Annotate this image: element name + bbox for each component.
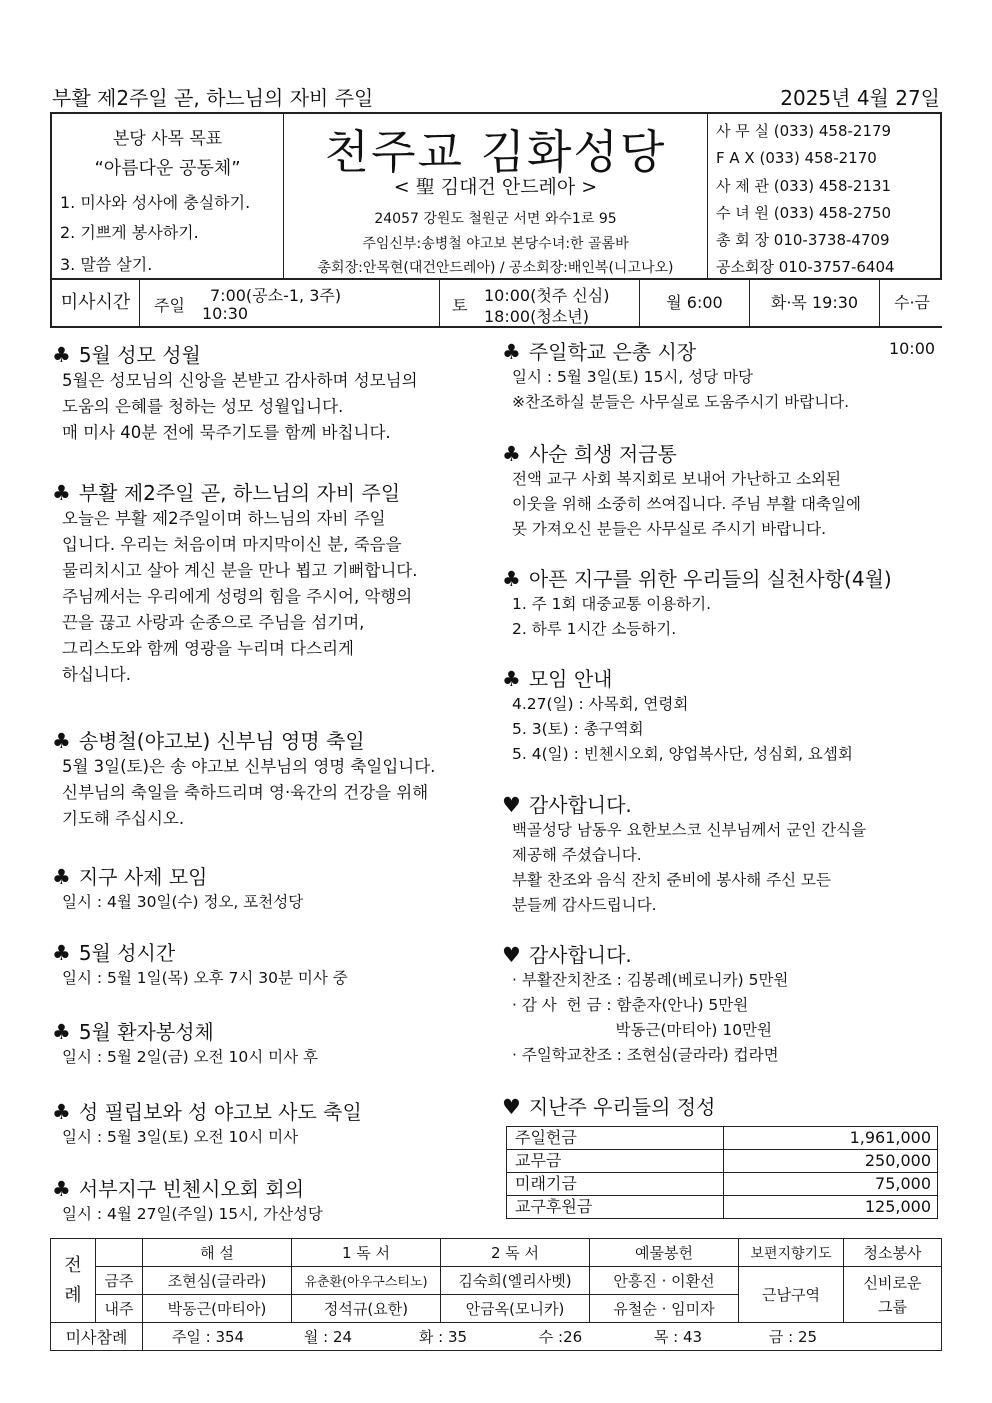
goal-title: 본당 사목 목표 [112,129,223,149]
contact-fax: F A X (033) 458-2170 [716,149,877,168]
club-icon: ♣ [52,1177,71,1201]
section-offerings [502,1094,942,1120]
duty-header: 2 독 서 [441,1239,590,1267]
mass-tue-thu: 화·목 19:30 [750,280,880,326]
duty-header: 보편지향기도 [739,1239,844,1267]
mass-label: 미사시간 [52,280,140,326]
duty-cell: 김숙희(엘리사벳) [441,1267,590,1295]
section-thanks-1 [502,792,942,918]
section-title: 서부지구 빈첸시오회 회의 [78,1177,305,1201]
liturgy-duty-table [50,1238,942,1351]
mass-sunday-time2: 10:30 [202,304,249,323]
club-icon: ♣ [52,481,71,505]
church-address: 24057 강원도 철원군 서면 와수1로 95 [374,211,617,227]
offering-value: 75,000 [724,1173,938,1196]
section-line: 그리스도와 함께 영광을 누리며 다스리게 [62,639,354,658]
church-patron: < 聖 김대건 안드레아 > [393,176,598,198]
duty-row-label: 금주 [96,1267,143,1295]
attendance-item: 금 : 25 [768,1328,818,1346]
offerings-table [506,1126,938,1219]
section-title: 감사합니다. [528,943,632,967]
section-line: 백골성당 남동우 요한보스코 신부님께서 군인 간식을 [512,821,867,839]
header-left-title: 부활 제2주일 곧, 하느님의 자비 주일 [52,86,374,110]
table-row [507,1150,938,1173]
section-sick-communion [52,1019,492,1070]
section-apostles-feast [52,1099,492,1150]
church-priest: 주임신부:송병철 야고보 본당수녀:한 골롬바 [362,236,629,252]
table-row [51,1323,942,1351]
section-title: 지구 사제 모임 [78,865,208,889]
section-line: 신부님의 축일을 축하드리며 영·육간의 건강을 위해 [62,783,429,802]
duty-prayer: 근남구역 [739,1267,844,1323]
duty-row-label: 내주 [96,1295,143,1323]
section-title: 5월 성모 성월 [78,343,201,367]
section-title: 5월 환자봉성체 [78,1020,214,1044]
club-icon: ♣ [52,941,71,965]
section-earth-practice [502,566,942,642]
attendance-item: 화 : 35 [418,1328,468,1346]
section-line: 2. 하루 1시간 소등하기. [512,620,677,638]
section-title: 성 필립보와 성 야고보 사도 축일 [78,1100,362,1124]
section-line: 매 미사 40분 전에 묵주기도를 함께 바칩니다. [62,423,391,442]
section-line: 일시 : 5월 3일(토) 오전 10시 미사 [62,1128,299,1146]
church-leaders: 총회장:안목현(대건안드레아) / 공소회장:배인복(니고나오) [317,260,674,276]
contact-convent: 수 녀 원 (033) 458-2750 [716,203,892,222]
mass-monday: 월 6:00 [640,280,750,326]
section-title: 모임 안내 [528,667,613,691]
section-line: 일시 : 5월 1일(목) 오후 7시 30분 미사 중 [62,969,348,987]
section-line: 박동근(마티아) 10만원 [512,1021,772,1039]
duty-cell: 정석규(요한) [292,1295,441,1323]
section-line: 4.27(일) : 사목회, 연령회 [512,695,689,713]
duty-cell: 박동근(마티아) [143,1295,292,1323]
duty-side-label [51,1239,96,1323]
duty-header: 예물봉헌 [590,1239,739,1267]
section-may-mary [52,342,492,446]
section-feast-day [52,728,492,832]
mass-sunday-label: 주일 [154,296,185,315]
section-line: 제공해 주셨습니다. [512,846,642,864]
section-divine-mercy [52,480,492,688]
offering-label: 교구후원금 [507,1196,724,1219]
section-line: 분들께 감사드립니다. [512,896,657,914]
section-line: 5. 4(일) : 빈첸시오회, 양업복사단, 성심회, 요셉회 [512,745,853,763]
duty-cleaning: 신비로운 그룹 [844,1267,942,1323]
club-icon: ♣ [502,340,521,364]
duty-header: 해 설 [143,1239,292,1267]
mass-saturday [440,280,640,326]
club-icon: ♣ [52,1020,71,1044]
offering-value: 125,000 [724,1196,938,1219]
duty-cell: 유철순 · 임미자 [590,1295,739,1323]
mass-sat-time2: 18:00(청소년) [484,307,589,326]
section-line: 기도해 주십시오. [62,809,185,828]
section-line: 입니다. 우리는 처음이며 마지막이신 분, 죽음을 [62,535,402,554]
table-row [51,1239,942,1267]
contact-rectory: 사 제 관 (033) 458-2131 [716,176,892,195]
section-line: 끈을 끊고 사랑과 순종으로 주님을 섬기며, [62,613,365,632]
section-line: 부활 찬조와 음식 잔치 준비에 봉사해 주신 모든 [512,871,831,889]
section-title: 5월 성시간 [78,941,176,965]
section-line: 주님께서는 우리에게 성령의 힘을 주시어, 악행의 [62,587,413,606]
mass-wed-fri: 수·금 10:00 [888,293,936,358]
header-box [50,112,942,280]
section-title: 부활 제2주일 곧, 하느님의 자비 주일 [78,481,401,505]
section-line: 못 가져오신 분들은 사무실로 주시기 바랍니다. [512,520,827,538]
goal-item: 1. 미사와 성사에 충실하기. [60,193,251,212]
section-title: 지난주 우리들의 정성 [528,1095,716,1119]
club-icon: ♣ [502,567,521,591]
section-meetings [502,666,942,767]
contact-mission-president: 공소회장 010-3757-6404 [716,258,895,277]
section-line: 일시 : 5월 2일(금) 오전 10시 미사 후 [62,1048,318,1066]
goal-item: 3. 말씀 살기. [60,255,153,274]
club-icon: ♣ [502,667,521,691]
club-icon: ♣ [52,343,71,367]
section-line: 5. 3(토) : 총구역회 [512,720,644,738]
section-grace-market [502,339,942,415]
attendance-item: 수 :26 [538,1328,583,1346]
section-line: 일시 : 4월 27일(주일) 15시, 가산성당 [62,1205,323,1223]
section-thanks-2 [502,942,942,1068]
mass-sat-time1: 10:00(첫주 신심) [484,286,610,305]
club-icon: ♣ [52,1100,71,1124]
section-title: 사순 희생 저금통 [528,442,677,466]
pastoral-goal [52,114,284,278]
attendance-item: 주일 : 354 [171,1328,245,1346]
church-title: 천주교 김화성당 [324,125,667,179]
section-vincent-meeting [52,1176,492,1227]
section-line: 1. 주 1회 대중교통 이용하기. [512,595,712,613]
goal-slogan: “아름다운 공동체” [94,158,241,179]
duty-corner [96,1239,143,1267]
mass-sunday-time1: 7:00(공소-1, 3주) [210,286,342,305]
offering-label: 주일헌금 [507,1127,724,1150]
section-line: · 주일학교찬조 : 조현심(글라라) 컵라면 [512,1046,779,1064]
duty-cell: 조현심(글라라) [143,1267,292,1295]
duty-cell: 유춘환(아우구스티노) [292,1267,441,1295]
section-line: 5월 3일(토)은 송 야고보 신부님의 영명 축일입니다. [62,757,436,776]
section-line: 일시 : 4월 30일(수) 정오, 포천성당 [62,893,304,911]
section-line: 일시 : 5월 3일(토) 15시, 성당 마당 [512,368,753,386]
section-line: ※찬조하실 분들은 사무실로 도움주시기 바랍니다. [512,393,850,411]
attendance-values [143,1323,942,1351]
contact-president: 총 회 장 010-3738-4709 [716,231,890,250]
section-line: 하십니다. [62,665,132,684]
section-title: 감사합니다. [528,793,632,817]
section-priest-meeting [52,864,492,915]
section-line: 이웃을 위해 소중히 쓰여집니다. 주님 부활 대축일에 [512,495,861,513]
club-icon: ♣ [52,729,71,753]
duty-header: 1 독 서 [292,1239,441,1267]
table-row [51,1267,942,1295]
table-row [507,1196,938,1219]
section-holy-hour [52,940,492,991]
offering-label: 교무금 [507,1150,724,1173]
section-title: 송병철(야고보) 신부님 영명 축일 [78,729,365,753]
table-row [507,1173,938,1196]
section-line: · 감 사 헌 금 : 함춘자(안나) 5만원 [512,996,749,1014]
offering-value: 250,000 [724,1150,938,1173]
church-info [284,114,708,278]
duty-cell: 안금옥(모니카) [441,1295,590,1323]
duty-cell: 안흥진 · 이환선 [590,1267,739,1295]
attendance-label: 미사참례 [51,1323,143,1351]
duty-header: 청소봉사 [844,1239,942,1267]
goal-item: 2. 기쁘게 봉사하기. [60,223,199,242]
contact-office: 사 무 실 (033) 458-2179 [716,122,892,140]
mass-sat-label: 토 [452,296,468,315]
section-line: 전액 교구 사회 복지회로 보내어 가난하고 소외된 [512,470,842,488]
offering-value: 1,961,000 [724,1127,938,1150]
section-line: 물리치시고 살아 계신 분을 만나 뵙고 기뻐합니다. [62,561,418,580]
section-line: 오늘은 부활 제2주일이며 하느님의 자비 주일 [62,509,386,528]
section-line: 5월은 성모님의 신앙을 본받고 감사하며 성모님의 [62,371,418,390]
duty-side-text: 전례 [64,1254,82,1306]
contact-list [716,118,940,282]
header-date: 2025년 4월 27일 [780,86,940,110]
section-line: 도움의 은혜를 청하는 성모 성월입니다. [62,397,344,416]
attendance-item: 목 : 43 [653,1328,703,1346]
section-title: 주일학교 은총 시장 [528,340,697,364]
table-row [507,1127,938,1150]
offering-label: 미래기금 [507,1173,724,1196]
club-icon: ♣ [502,442,521,466]
heart-icon: ♥ [502,1095,521,1119]
section-title: 아픈 지구를 위한 우리들의 실천사항(4월) [528,567,892,591]
heart-icon: ♥ [502,943,521,967]
heart-icon: ♥ [502,793,521,817]
section-line: · 부활잔치찬조 : 김봉례(베로니카) 5만원 [512,971,789,989]
club-icon: ♣ [52,865,71,889]
attendance-item: 월 : 24 [303,1328,353,1346]
mass-sunday [140,280,440,326]
section-lent-savings [502,441,942,542]
